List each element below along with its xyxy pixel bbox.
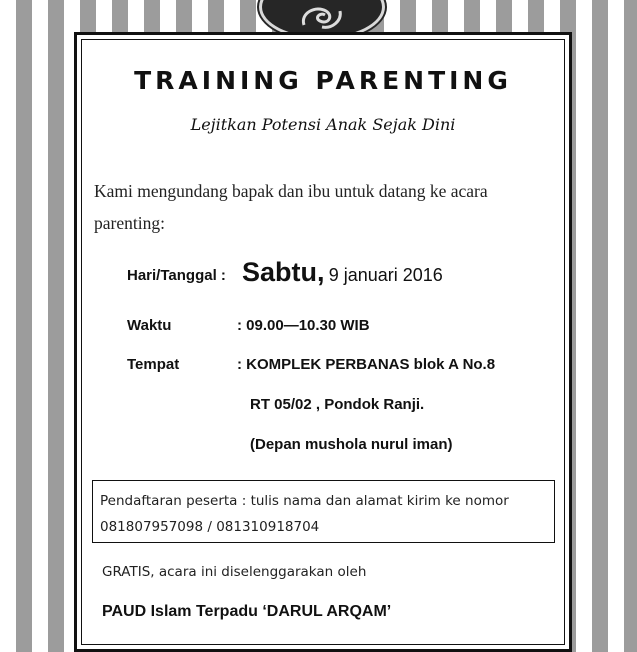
invitation-card <box>74 32 572 652</box>
swirl-logo-icon <box>298 3 346 31</box>
place-value-line1: : KOMPLEK PERBANAS blok A No.8 <box>237 356 496 373</box>
organizer-name: PAUD Islam Terpadu ‘DARUL ARQAM’ <box>102 603 392 620</box>
subtitle: Lejitkan Potensi Anak Sejak Dini <box>190 115 456 134</box>
place-value-line3: (Depan mushola nurul iman) <box>250 436 453 453</box>
date-text: 9 januari 2016 <box>328 265 443 285</box>
date-label: Hari/Tanggal : <box>127 267 226 284</box>
intro-text: Kami mengundang bapak dan ibu untuk datang ke acara parenting: <box>94 181 488 233</box>
day-value: Sabtu, <box>242 257 325 287</box>
gratis-text: GRATIS, acara ini diselenggarakan oleh <box>102 564 367 580</box>
time-label: Waktu <box>127 317 172 334</box>
time-value: : 09.00—10.30 WIB <box>237 317 370 334</box>
place-value-line2: RT 05/02 , Pondok Ranji. <box>250 396 425 413</box>
registration-box: Pendaftaran peserta : tulis nama dan alamat kirim ke nomor 081807957098 / 081310918704 <box>92 480 555 543</box>
place-label: Tempat <box>127 356 180 373</box>
date-value <box>242 257 443 288</box>
page-title: TRAINING PARENTING <box>134 66 512 95</box>
